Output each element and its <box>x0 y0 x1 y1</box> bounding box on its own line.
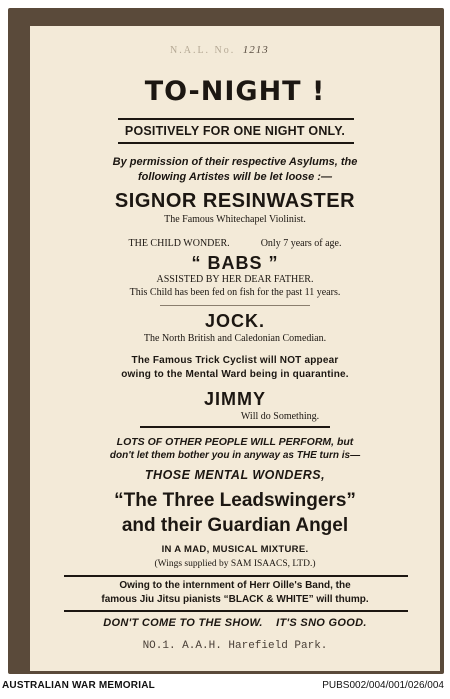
band-line-1: Owing to the internment of Herr Oille's Band, the <box>119 580 351 591</box>
others-line-2: don't let them bother you in anyway as THE turn is— <box>109 450 361 461</box>
closing-line: DON'T COME TO THE SHOW. IT'S SNO GOOD. <box>103 617 367 629</box>
ref-number: 1213 <box>242 44 269 56</box>
act2-name: “ BABS ” <box>191 253 279 273</box>
accession-number: PUBS002/004/001/026/004 <box>322 680 444 691</box>
band-line-2: famous Jiu Jitsu pianists “BLACK & WHITE” will thump. <box>101 594 369 605</box>
act2-prefix-row <box>30 238 440 249</box>
intro-line-2: following Artistes will be let loose :— <box>138 171 332 183</box>
others-line-1: LOTS OF OTHER PEOPLE WILL PERFORM, but <box>116 436 354 448</box>
notice-line-1: The Famous Trick Cyclist will NOT appear <box>131 355 339 366</box>
act3-name: JOCK. <box>204 311 265 331</box>
notice-line-2: owing to the Mental Ward being in quarantine. <box>121 369 349 380</box>
act4-desc: Will do Something. <box>240 411 320 422</box>
divider-3 <box>64 575 408 577</box>
act2-assist: ASSISTED BY HER DEAR FATHER. <box>156 274 314 285</box>
intro-line-1: By permission of their respective Asylums, the <box>112 156 358 168</box>
act2-note: This Child has been fed on fish for the past 11 years. <box>129 287 341 298</box>
institution-label: AUSTRALIAN WAR MEMORIAL <box>2 680 155 691</box>
act1-name: SIGNOR RESINWASTER <box>114 190 356 212</box>
poster-frame <box>8 8 444 674</box>
headline-2: and their Guardian Angel <box>121 515 349 536</box>
poster-title: TO-NIGHT ! <box>144 76 326 107</box>
poster-subtitle: POSITIVELY FOR ONE NIGHT ONLY. <box>124 124 346 138</box>
stamp-line: NO.1. A.A.H. Harefield Park. <box>142 640 328 652</box>
divider-2 <box>140 426 330 428</box>
title-rule-top <box>118 118 354 120</box>
wonders-line: THOSE MENTAL WONDERS, <box>144 468 326 482</box>
wings-line: (Wings supplied by SAM ISAACS, LTD.) <box>154 559 316 569</box>
act2-age: Only 7 years of age. <box>260 238 342 249</box>
poster-paper <box>30 26 440 671</box>
headline-1: “The Three Leadswingers” <box>114 490 356 511</box>
act4-name: JIMMY <box>203 389 266 409</box>
divider-4 <box>64 610 408 612</box>
act1-desc: The Famous Whitechapel Violinist. <box>164 214 306 225</box>
title-rule-bottom <box>118 142 354 144</box>
act3-desc: The North British and Caledonian Comedian. <box>143 333 327 344</box>
reference-stamp: N.A.L. No. 1213 <box>170 44 269 56</box>
divider-1 <box>160 305 310 306</box>
act2-prefix: THE CHILD WONDER. <box>128 238 230 249</box>
mixture-line: IN A MAD, MUSICAL MIXTURE. <box>161 544 309 555</box>
